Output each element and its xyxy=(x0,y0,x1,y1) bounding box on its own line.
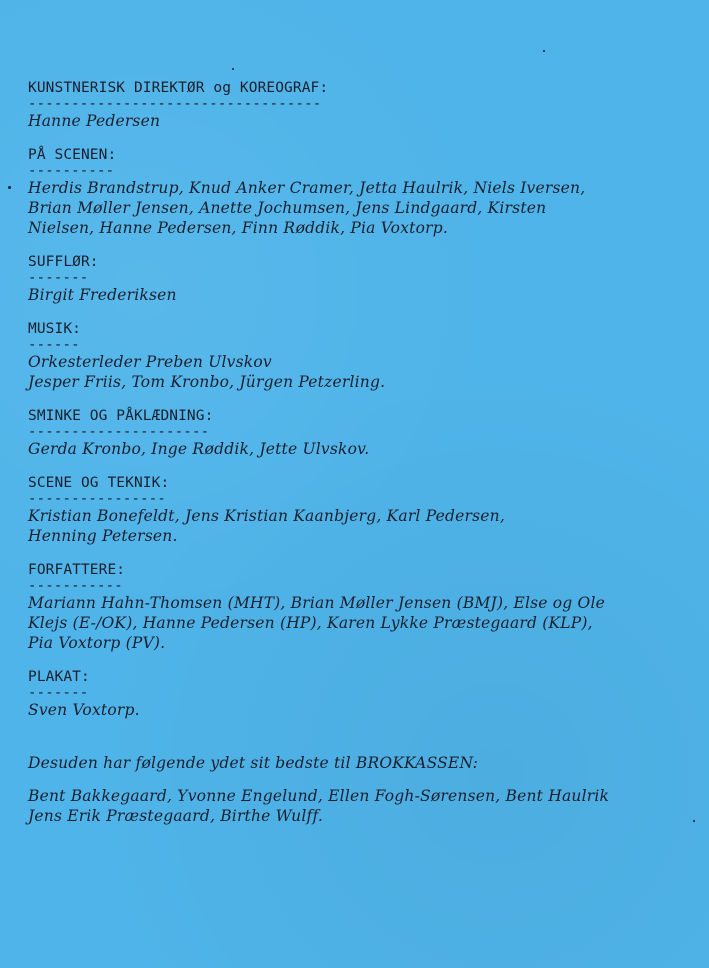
credit-section-on-stage xyxy=(28,145,704,238)
names-line: Jesper Friis, Tom Kronbo, Jürgen Petzerling. xyxy=(28,373,386,391)
names-line: Jens Erik Præstegaard, Birthe Wulff. xyxy=(28,807,323,825)
section-names xyxy=(28,700,704,720)
section-names xyxy=(28,111,704,131)
heading-underline: ------- xyxy=(28,687,89,700)
names-line: Herdis Brandstrup, Knud Anker Cramer, Jetta Haulrik, Niels Iversen, xyxy=(28,179,586,197)
names-line: Orkesterleder Preben Ulvskov xyxy=(28,353,272,371)
names-line: Klejs (E-/OK), Hanne Pedersen (HP), Karen Lykke Præstegaard (KLP), xyxy=(28,614,593,632)
heading-underline: ---------------- xyxy=(28,493,167,506)
names-line: Gerda Kronbo, Inge Røddik, Jette Ulvskov. xyxy=(28,440,370,458)
thanks-names xyxy=(28,786,704,826)
section-heading: SUFFLØR: xyxy=(28,254,99,270)
heading-underline: ----------- xyxy=(28,580,123,593)
credit-section-stage-technics xyxy=(28,473,704,546)
section-heading: MUSIK: xyxy=(28,321,81,337)
credit-section-makeup-costumes xyxy=(28,406,704,459)
section-gap xyxy=(28,546,704,560)
credits-list xyxy=(28,78,704,826)
section-heading: FORFATTERE: xyxy=(28,562,126,578)
names-line: Hanne Pedersen xyxy=(28,112,161,130)
section-gap xyxy=(28,720,704,753)
section-gap xyxy=(28,392,704,406)
heading-underline: ------- xyxy=(28,272,89,285)
credit-section-poster xyxy=(28,667,704,720)
ink-speck xyxy=(232,68,234,70)
section-names xyxy=(28,593,704,653)
section-gap xyxy=(28,131,704,145)
section-gap xyxy=(28,773,704,786)
section-gap xyxy=(28,305,704,319)
names-line: Brian Møller Jensen, Anette Jochumsen, Jens Lindgaard, Kirsten xyxy=(28,199,547,217)
names-line: Mariann Hahn-Thomsen (MHT), Brian Møller Jensen (BMJ), Else og Ole xyxy=(28,594,605,612)
names-line: Birgit Frederiksen xyxy=(28,286,177,304)
heading-underline: --------------------- xyxy=(28,426,210,439)
ink-speck xyxy=(8,186,11,189)
section-names xyxy=(28,178,704,238)
section-names xyxy=(28,285,704,305)
names-line: Henning Petersen. xyxy=(28,527,178,545)
section-gap xyxy=(28,459,704,473)
heading-underline: ------ xyxy=(28,339,80,352)
section-names xyxy=(28,506,704,546)
credit-section-authors xyxy=(28,560,704,653)
ink-speck xyxy=(543,50,545,52)
thanks-intro-line: Desuden har følgende ydet sit bedste til BROKKASSEN: xyxy=(28,754,479,772)
section-heading: SMINKE OG PÅKLÆDNING: xyxy=(28,408,214,424)
credit-section-prompter xyxy=(28,252,704,305)
section-names xyxy=(28,352,704,392)
names-line: Kristian Bonefeldt, Jens Kristian Kaanbjerg, Karl Pedersen, xyxy=(28,507,505,525)
section-gap xyxy=(28,653,704,667)
section-names xyxy=(28,439,704,459)
section-heading: PÅ SCENEN: xyxy=(28,147,117,163)
section-gap xyxy=(28,238,704,252)
heading-underline: ---------------------------------- xyxy=(28,98,322,111)
closing-thanks xyxy=(28,753,704,826)
section-heading: KUNSTNERISK DIREKTØR og KOREOGRAF: xyxy=(28,80,329,96)
credit-section-music xyxy=(28,319,704,392)
section-heading: SCENE OG TEKNIK: xyxy=(28,475,170,491)
credit-section-artistic-director xyxy=(28,78,704,131)
heading-underline: ---------- xyxy=(28,165,115,178)
names-line: Pia Voxtorp (PV). xyxy=(28,634,166,652)
names-line: Nielsen, Hanne Pedersen, Finn Røddik, Pia Voxtorp. xyxy=(28,219,448,237)
section-heading: PLAKAT: xyxy=(28,669,90,685)
names-line: Sven Voxtorp. xyxy=(28,701,140,719)
names-line: Bent Bakkegaard, Yvonne Engelund, Ellen Fogh-Sørensen, Bent Haulrik xyxy=(28,787,610,805)
thanks-intro xyxy=(28,753,704,773)
